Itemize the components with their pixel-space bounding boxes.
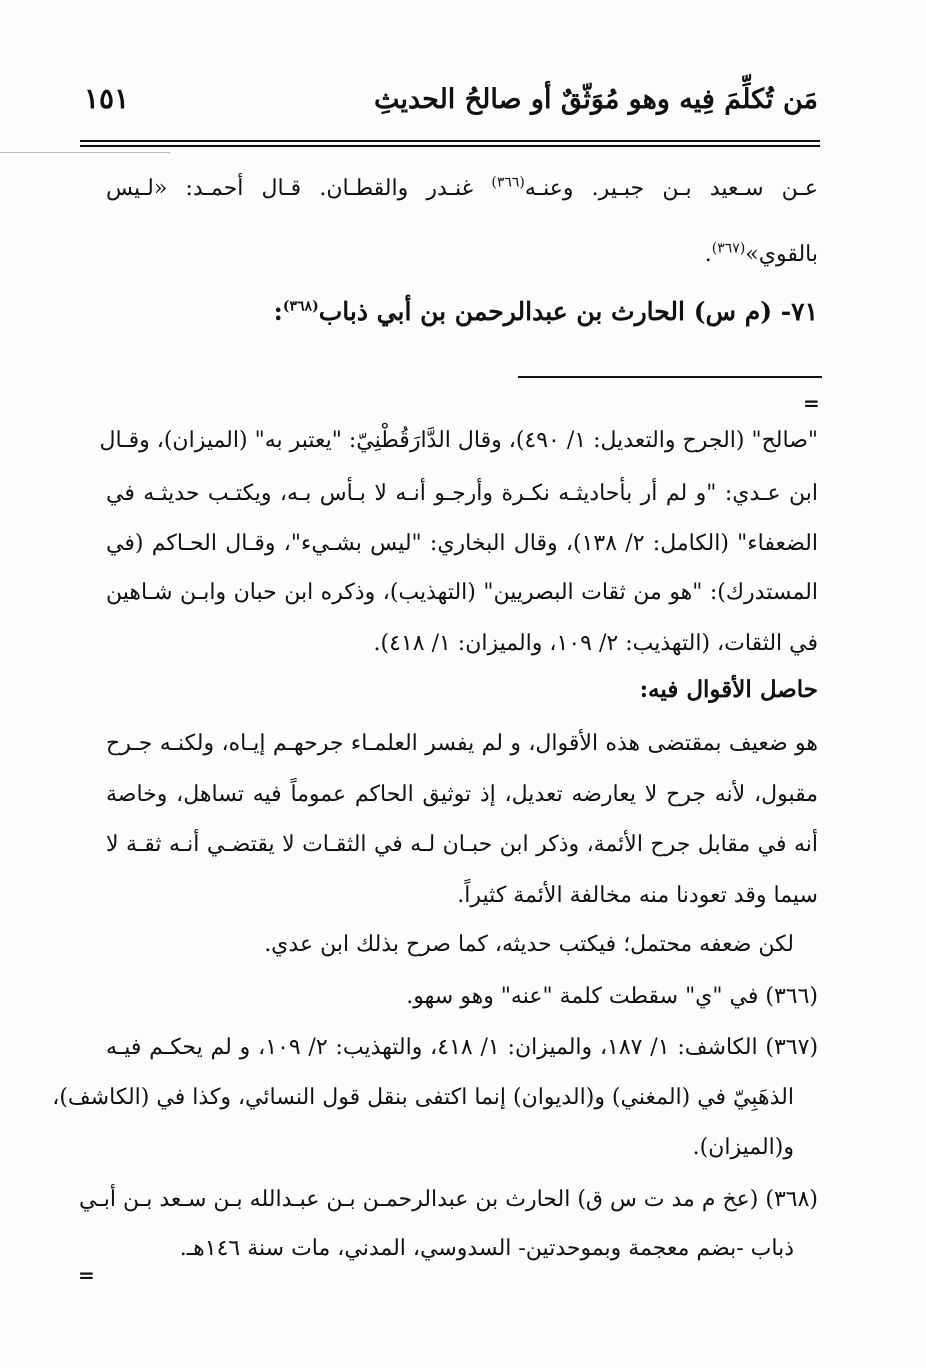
continuation-mark: =: [78, 1263, 95, 1287]
header-rule: [80, 140, 820, 142]
summary-line: أنه في مقابل جرح الأئمة، وذكر ابن حبـان لـه في الثقـات لا يقتضـي أنـه ثقـة لا: [106, 832, 818, 857]
summary-line: مقبول، لأنه جرح لا يعارضه تعديل، إذ توثيق الحاكم عموماً فيه تساهل، وخاصة: [106, 782, 818, 807]
summary-conclusion: لكن ضعفه محتمل؛ فيكتب حديثه، كما صرح بذلك ابن عدي.: [264, 932, 794, 957]
footnote-ref: (٣٦٦): [491, 174, 525, 191]
footnote-separator: [518, 376, 822, 378]
page-number: ١٥١: [84, 82, 130, 115]
quote-line: المستدرك): "هو من ثقات البصريين" (التهذيب)، وذكره ابن حبان وابـن شـاهين: [106, 580, 818, 605]
summary-line: سيما وقد تعودنا منه مخالفة الأئمة كثيراً.: [457, 883, 818, 908]
footnote-line: (٣٦٨) (عخ م مد ت س ق) الحارث بن عبدالرحمـن بـن عبـدالله بـن سـعد بـن أبـي: [79, 1187, 818, 1212]
quote-line: "صالح" (الجرح والتعديل: ١/ ٤٩٠)، وقال الدَّارَقُطْنِيّ: "يعتبر به" (الميزان)، وقـال: [99, 428, 818, 453]
continuation-mark: =: [803, 391, 820, 415]
footnote-line: (٣٦٧) الكاشف: ١/ ١٨٧، والميزان: ١/ ٤١٨، والتهذيب: ٢/ ١٠٩، و لم يحكـم فيـه: [106, 1035, 819, 1060]
scan-mark: [0, 152, 170, 153]
summary-heading: حاصل الأقوال فيه:: [639, 676, 818, 703]
footnote-ref: (٣٦٨): [282, 298, 319, 315]
footnote-line: (٣٦٦) في "ي" سقطت كلمة "عنه" وهو سهو.: [406, 984, 818, 1009]
footnote-line: الذهَبِيّ في (المغني) و(الديوان) إنما اكتفى بنقل قول النسائي، وكذا في (الكاشف)،: [52, 1085, 794, 1110]
quote-line: في الثقات، (التهذيب: ٢/ ١٠٩، والميزان: ١/ ٤١٨).: [373, 631, 818, 656]
summary-line: هو ضعيف بمقتضى هذه الأقوال، و لم يفسر العلمـاء جرحهـم إيـاه، ولكنـه جـرح: [106, 731, 818, 756]
footnote-ref: (٣٦٧): [711, 240, 746, 257]
running-title: مَن تُكلِّمَ فِيه وهو مُوَثّقٌ أو صالحُ الحديثِ: [373, 84, 818, 115]
entry-heading: ٧١- (م س) الحارث بن عبدالرحمن بن أبي ذباب$^{(٣٦٨)}$:: [273, 297, 818, 326]
body-line: بالقوي»$^{(٣٦٧)}$.: [704, 240, 818, 267]
body-line: عـن سـعيد بـن جبـير. وعنـه$^{(٣٦٦)}$ غنـدر والقطـان. قـال أحمـد: «لـيس: [106, 174, 819, 201]
header-rule-double: [80, 145, 820, 147]
quote-line: الضعفاء" (الكامل: ٢/ ١٣٨)، وقال البخاري: "ليس بشـيء"، وقـال الحـاكم (في: [106, 531, 818, 556]
quote-line: ابن عـدي: "و لم أر بأحاديثـه نكـرة وأرجـو أنـه لا بـأس بـه، ويكتـب حديثـه في: [106, 481, 818, 506]
footnote-line: و(الميزان).: [692, 1135, 794, 1160]
footnote-line: ذباب -بضم معجمة وبموحدتين- السدوسي، المدني، مات سنة ١٤٦هـ.: [179, 1236, 794, 1261]
